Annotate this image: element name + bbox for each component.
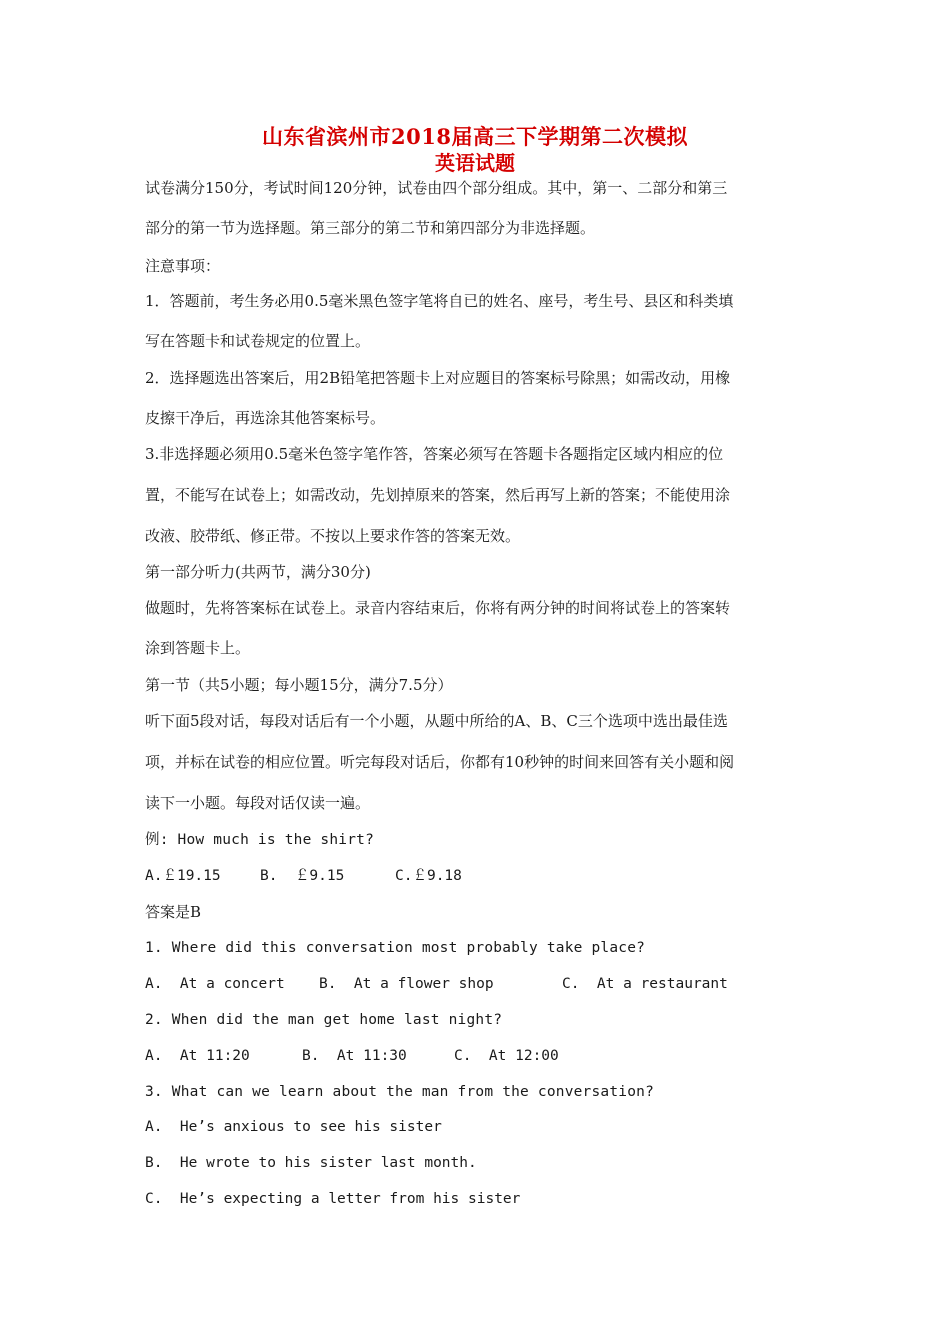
section1-line-2: 项，并标在试卷的相应位置。听完每段对话后，你都有10秒钟的时间来回答有关小题和阅	[145, 753, 735, 771]
example-option-a: A.￡19.15	[145, 868, 221, 884]
note-1-line-2: 写在答题卡和试卷规定的位置上。	[145, 332, 371, 350]
question-1-option-c: C. At a restaurant	[562, 976, 728, 992]
example-question: 例: How much is the shirt?	[145, 832, 375, 848]
note-3-line-2: 置，不能写在试卷上；如需改动，先划掉原来的答案，然后再写上新的答案；不能使用涂	[145, 486, 731, 504]
document-title: 山东省滨州市2018届高三下学期第二次模拟	[262, 124, 688, 149]
question-3-option-b: B. He wrote to his sister last month.	[145, 1155, 477, 1171]
part1-heading: 第一部分听力(共两节，满分30分)	[145, 563, 371, 581]
question-3-option-a: A. He’s anxious to see his sister	[145, 1119, 442, 1135]
question-1-option-b: B. At a flower shop	[319, 976, 494, 992]
example-option-b: B. ￡9.15	[260, 868, 345, 884]
section1-line-1: 听下面5段对话，每段对话后有一个小题，从题中所给的A、B、C三个选项中选出最佳选	[145, 712, 728, 730]
notes-heading: 注意事项：	[145, 257, 221, 275]
question-1-option-a: A. At a concert	[145, 976, 285, 992]
intro-line-1: 试卷满分150分，考试时间120分钟，试卷由四个部分组成。其中，第一、二部分和第三	[145, 179, 728, 197]
example-option-c: C.￡9.18	[395, 868, 462, 884]
example-answer: 答案是B	[145, 903, 202, 921]
document-subtitle: 英语试题	[435, 151, 515, 175]
question-1-stem: 1. Where did this conversation most probably take place?	[145, 940, 646, 956]
note-1-line-1: 1．答题前，考生务必用0.5毫米黑色签字笔将自已的姓名、座号，考生号、县区和科类填	[145, 292, 734, 310]
section1-heading: 第一节（共5小题；每小题15分，满分7.5分）	[145, 676, 453, 694]
note-3-line-1: 3.非选择题必须用0.5毫米色签字笔作答，答案必须写在答题卡各题指定区域内相应的位	[145, 445, 724, 463]
note-3-line-3: 改液、胶带纸、修正带。不按以上要求作答的答案无效。	[145, 527, 521, 545]
section1-line-3: 读下一小题。每段对话仅读一遍。	[145, 794, 371, 812]
note-2-line-1: 2．选择题选出答案后，用2B铅笔把答题卡上对应题目的答案标号除黑；如需改动，用橡	[145, 369, 731, 387]
part1-instruction-line-1: 做题时，先将答案标在试卷上。录音内容结束后，你将有两分钟的时间将试卷上的答案转	[145, 599, 731, 617]
note-2-line-2: 皮擦干净后，再选涂其他答案标号。	[145, 409, 386, 427]
question-2-stem: 2. When did the man get home last night?	[145, 1012, 503, 1028]
question-2-option-c: C. At 12:00	[454, 1048, 559, 1064]
intro-line-2: 部分的第一节为选择题。第三部分的第二节和第四部分为非选择题。	[145, 219, 596, 237]
question-2-option-b: B. At 11:30	[302, 1048, 407, 1064]
question-3-option-c: C. He’s expecting a letter from his sister	[145, 1191, 521, 1207]
question-2-option-a: A. At 11:20	[145, 1048, 250, 1064]
question-3-stem: 3. What can we learn about the man from the conversation?	[145, 1084, 654, 1100]
part1-instruction-line-2: 涂到答题卡上。	[145, 639, 251, 657]
